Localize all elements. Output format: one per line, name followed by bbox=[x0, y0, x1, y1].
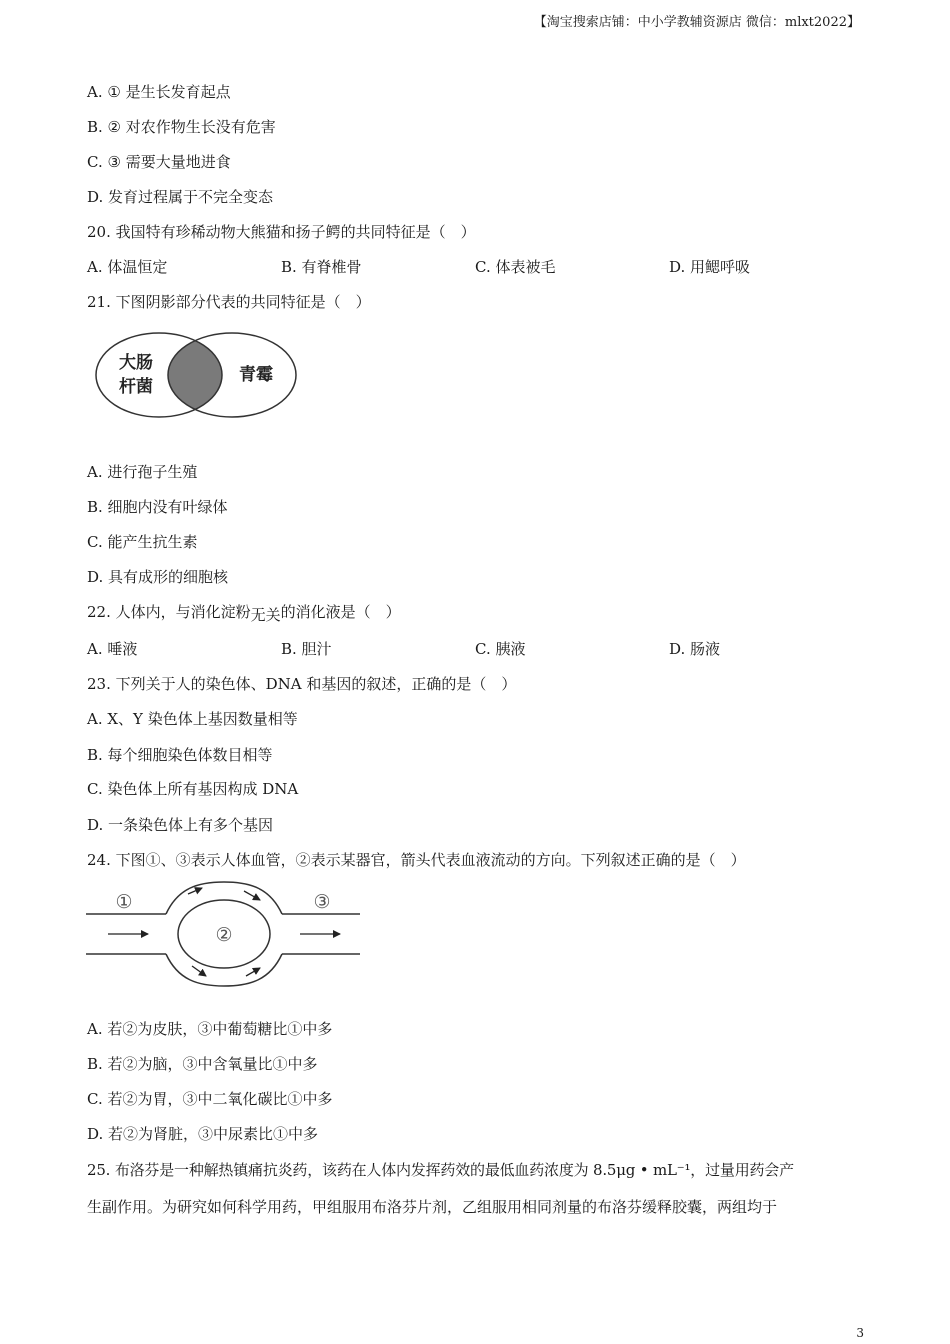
venn-label-left-2: 杆菌 bbox=[119, 377, 153, 397]
venn-label-right: 青霉 bbox=[239, 365, 273, 385]
q20-option-c: C. 体表被毛 bbox=[475, 258, 556, 276]
q22-option-b: B. 胆汁 bbox=[281, 640, 332, 658]
q22-stem-emphasis: 无关 bbox=[250, 606, 281, 624]
vessel-label-3: ③ bbox=[313, 891, 331, 913]
q25-line-2: 生副作用。为研究如何科学用药，甲组服用布洛芬片剂，乙组服用相同剂量的布洛芬缓释胶囊，两组均于 bbox=[87, 1198, 778, 1216]
q24-option-a: A. 若②为皮肤，③中葡萄糖比①中多 bbox=[87, 1020, 333, 1038]
venn-label-left-1: 大肠 bbox=[119, 353, 153, 373]
q20-option-d: D. 用鳃呼吸 bbox=[669, 258, 751, 276]
q21-option-d: D. 具有成形的细胞核 bbox=[87, 568, 229, 586]
blood-flow-diagram bbox=[86, 878, 362, 988]
page-number: 3 bbox=[856, 1326, 864, 1340]
q21-option-c: C. 能产生抗生素 bbox=[87, 533, 198, 551]
q19-option-c: C. ③ 需要大量地进食 bbox=[87, 153, 231, 171]
q25-line-1: 25. 布洛芬是一种解热镇痛抗炎药，该药在人体内发挥药效的最低血药浓度为 8.5μg • mL⁻¹，过量用药会产 bbox=[87, 1161, 794, 1179]
q21-stem: 21. 下图阴影部分代表的共同特征是（ ） bbox=[87, 293, 371, 311]
page-header: 【淘宝搜索店铺：中小学教辅资源店 微信：mlxt2022】 bbox=[533, 15, 860, 30]
q22-option-a: A. 唾液 bbox=[87, 640, 138, 658]
q21-option-a: A. 进行孢子生殖 bbox=[87, 463, 198, 481]
venn-diagram bbox=[94, 330, 300, 422]
q19-option-a: A. ① 是生长发育起点 bbox=[87, 83, 231, 101]
q23-option-b: B. 每个细胞染色体数目相等 bbox=[87, 746, 273, 764]
q22-option-c: C. 胰液 bbox=[475, 640, 526, 658]
q24-option-d: D. 若②为肾脏，③中尿素比①中多 bbox=[87, 1125, 319, 1143]
q20-stem: 20. 我国特有珍稀动物大熊猫和扬子鳄的共同特征是（ ） bbox=[87, 223, 476, 241]
q22-stem-part2: 的消化液是（ ） bbox=[280, 603, 401, 621]
q24-option-c: C. 若②为胃，③中二氧化碳比①中多 bbox=[87, 1090, 333, 1108]
q24-option-b: B. 若②为脑，③中含氧量比①中多 bbox=[87, 1055, 318, 1073]
q19-option-b: B. ② 对农作物生长没有危害 bbox=[87, 118, 276, 136]
q23-option-a: A. X、Y 染色体上基因数量相等 bbox=[87, 710, 298, 728]
q24-stem: 24. 下图①、③表示人体血管，②表示某器官，箭头代表血液流动的方向。下列叙述正确的是（ ） bbox=[87, 851, 746, 869]
q19-option-d: D. 发育过程属于不完全变态 bbox=[87, 188, 274, 206]
organ-label-2: ② bbox=[215, 924, 233, 946]
q22-stem-part1: 22. 人体内，与消化淀粉 bbox=[87, 603, 251, 621]
q23-option-c: C. 染色体上所有基因构成 DNA bbox=[87, 780, 299, 798]
q22-option-d: D. 肠液 bbox=[669, 640, 721, 658]
q20-option-a: A. 体温恒定 bbox=[87, 258, 168, 276]
vessel-label-1: ① bbox=[115, 891, 133, 913]
q20-option-b: B. 有脊椎骨 bbox=[281, 258, 362, 276]
q21-option-b: B. 细胞内没有叶绿体 bbox=[87, 498, 228, 516]
q23-stem: 23. 下列关于人的染色体、DNA 和基因的叙述，正确的是（ ） bbox=[87, 675, 517, 693]
q23-option-d: D. 一条染色体上有多个基因 bbox=[87, 816, 274, 834]
q22-stem bbox=[87, 602, 401, 622]
